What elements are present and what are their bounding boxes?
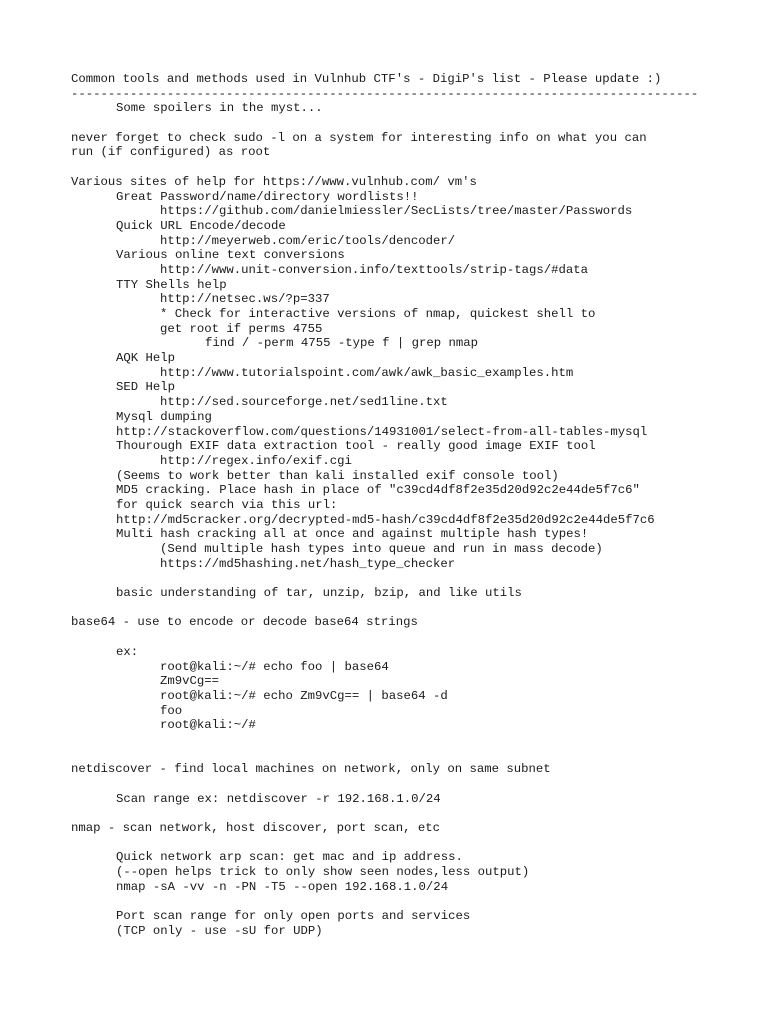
blank-line: [71, 895, 751, 910]
text-line: Great Password/name/directory wordlists!!: [116, 189, 419, 204]
text-line: root@kali:~/# echo foo | base64: [160, 659, 389, 674]
text-line: foo: [160, 703, 183, 718]
blank-line: [71, 571, 751, 586]
text-line: TTY Shells help: [116, 277, 227, 292]
text-line: (TCP only - use -sU for UDP): [116, 923, 323, 938]
text-line: http://www.tutorialspoint.com/awk/awk_basic_examples.htm: [160, 365, 574, 380]
blank-line: [71, 601, 751, 616]
text-line: Zm9vCg==: [160, 674, 220, 689]
blank-line: [71, 630, 751, 645]
text-line: Some spoilers in the myst...: [116, 101, 323, 116]
text-line: nmap -sA -vv -n -PN -T5 --open 192.168.1.0/24: [116, 879, 449, 894]
text-line: SED Help: [116, 380, 176, 395]
text-line: Quick URL Encode/decode: [116, 218, 286, 233]
text-line: netdiscover - find local machines on network, only on same subnet: [71, 762, 551, 777]
text-line: get root if perms 4755: [160, 321, 323, 336]
text-line: never forget to check sudo -l on a system for interesting info on what you can: [71, 130, 647, 145]
text-line: http://regex.info/exif.cgi: [160, 453, 352, 468]
blank-line: [71, 806, 751, 821]
blank-line: [71, 160, 751, 175]
text-line: Mysql dumping: [116, 409, 212, 424]
text-line: root@kali:~/# echo Zm9vCg== | base64 -d: [160, 688, 448, 703]
text-line: find / -perm 4755 -type f | grep nmap: [205, 336, 479, 351]
text-line: AQK Help: [116, 351, 176, 366]
text-line: * Check for interactive versions of nmap, quickest shell to: [160, 307, 596, 321]
blank-line: [71, 733, 751, 748]
blank-line: [71, 748, 751, 763]
text-line: nmap - scan network, host discover, port scan, etc: [71, 821, 440, 836]
text-line: (Send multiple hash types into queue and run in mass decode): [160, 542, 603, 556]
text-line: ex:: [116, 644, 139, 659]
text-line: Multi hash cracking all at once and against multiple hash types!: [116, 527, 589, 542]
blank-line: [71, 777, 751, 792]
text-line: run (if configured) as root: [71, 145, 271, 160]
text-line: basic understanding of tar, unzip, bzip, and like utils: [116, 586, 522, 601]
blank-line: [71, 836, 751, 851]
text-line: Various online text conversions: [116, 248, 345, 263]
text-line: Scan range ex: netdiscover -r 192.168.1.0/24: [116, 791, 441, 806]
text-line: http://md5cracker.org/decrypted-md5-hash/c39cd4df8f2e35d20d92c2e44de5f7c6: [116, 512, 655, 527]
text-line: https://github.com/danielmiessler/SecLists/tree/master/Passwords: [160, 204, 633, 219]
text-line: -------------------------------------------------------------------------------------: [71, 86, 699, 101]
text-line: base64 - use to encode or decode base64 strings: [71, 615, 418, 630]
text-line: http://netsec.ws/?p=337: [160, 292, 330, 307]
text-line: (Seems to work better than kali installed exif console tool): [116, 468, 559, 483]
text-line: (--open helps trick to only show seen nodes,less output): [116, 865, 530, 880]
blank-line: [71, 116, 751, 131]
text-line: http://meyerweb.com/eric/tools/dencoder/: [160, 233, 456, 248]
text-line: http://sed.sourceforge.net/sed1line.txt: [160, 395, 448, 410]
document-body: [71, 72, 751, 939]
text-line: Common tools and methods used in Vulnhub CTF's - DigiP's list - Please update :): [71, 72, 662, 86]
text-line: Port scan range for only open ports and services: [116, 909, 471, 924]
text-line: Quick network arp scan: get mac and ip address.: [116, 850, 463, 865]
text-line: Various sites of help for https://www.vulnhub.com/ vm's: [71, 174, 477, 189]
text-line: Thourough EXIF data extraction tool - really good image EXIF tool: [116, 439, 596, 454]
text-line: http://stackoverflow.com/questions/14931001/select-from-all-tables-mysql: [116, 424, 648, 439]
text-line: https://md5hashing.net/hash_type_checker: [160, 556, 456, 571]
text-line: http://www.unit-conversion.info/texttools/strip-tags/#data: [160, 262, 589, 277]
text-line: for quick search via this url:: [116, 497, 338, 512]
text-line: MD5 cracking. Place hash in place of "c39cd4df8f2e35d20d92c2e44de5f7c6": [116, 483, 640, 498]
text-line: root@kali:~/#: [160, 718, 256, 733]
